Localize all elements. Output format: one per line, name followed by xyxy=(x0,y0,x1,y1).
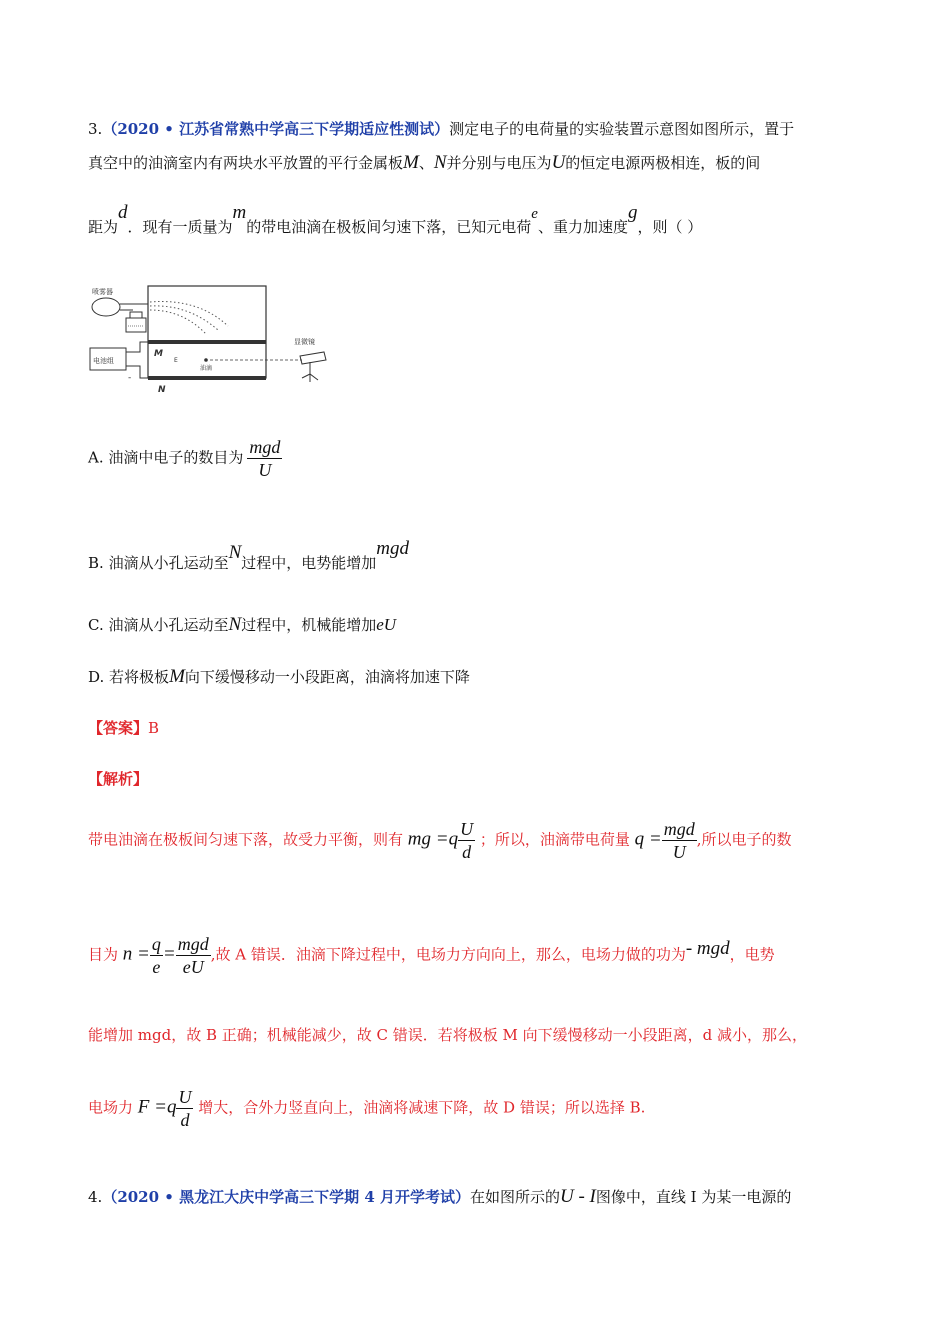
label-plate-M: M xyxy=(154,349,163,359)
analysis-l1-c: ,所以电子的数 xyxy=(696,830,792,849)
eq1-fraction xyxy=(458,818,475,863)
analysis-l1-b: ；所以，油滴带电荷量 xyxy=(479,830,630,849)
option-a-den: U xyxy=(258,460,272,480)
analysis-l2-val: - mgd xyxy=(685,937,730,959)
eq4-den: d xyxy=(180,1110,190,1130)
analysis-l1-a: 带电油滴在极板间匀速下落，故受力平衡，则有 xyxy=(88,830,404,849)
eq3-n2: mgd xyxy=(177,934,209,954)
q3-var-m: m xyxy=(232,202,247,223)
option-b-var-N: N xyxy=(228,542,242,563)
analysis-label: 【解析】 xyxy=(88,770,149,788)
eq4-fraction xyxy=(176,1086,193,1131)
option-d xyxy=(88,666,470,688)
answer-value: B xyxy=(148,719,160,737)
eq2-num: mgd xyxy=(663,819,695,839)
option-b-text2: 过程中，电势能增加 xyxy=(241,554,377,572)
option-c-var-N: N xyxy=(228,614,242,635)
label-plate-N: N xyxy=(158,385,166,395)
eq3-left: n = xyxy=(122,943,150,965)
q3-line-2 xyxy=(88,152,760,174)
q3-var-g: g xyxy=(627,202,638,223)
option-c-text2: 过程中，机械能增加 xyxy=(241,616,377,634)
option-d-text2: 向下缓慢移动一小段距离，油滴将加速下降 xyxy=(184,668,470,686)
q3-var-N: N xyxy=(433,152,447,173)
eq2-fraction xyxy=(662,818,697,863)
q3-source: （2020 • 江苏省常熟中学高三下学期适应性测试） xyxy=(102,120,450,138)
q4-line-1 xyxy=(88,1186,791,1208)
label-droplet: 油滴 xyxy=(200,365,213,372)
q3-var-M: M xyxy=(403,152,419,173)
analysis-l2-b: ,故 A 错误．油滴下降过程中，电场力方向向上，那么，电场力做的功为 xyxy=(210,945,686,964)
eq3-n1: q xyxy=(151,934,161,954)
q3-line3-e: ，则（ ） xyxy=(637,218,703,236)
q3-line-3 xyxy=(88,202,703,238)
label-battery: 电池组 xyxy=(93,357,114,365)
answer-label: 【答案】 xyxy=(88,719,149,737)
option-c-val: eU xyxy=(376,615,397,634)
analysis-l4-b: 增大，合外力竖直向上，油滴将减速下降，故 D 错误；所以选择 B. xyxy=(198,1098,646,1117)
analysis-l2-a: 目为 xyxy=(88,945,119,964)
eq3-d1: e xyxy=(152,957,161,977)
q3-line3-a: 距为 xyxy=(88,218,119,236)
eq3-frac1 xyxy=(150,933,163,978)
q3-line3-b: ．现有一质量为 xyxy=(127,218,233,236)
eq1-num: U xyxy=(460,819,474,839)
q3-line3-d: 、重力加速度 xyxy=(537,218,628,236)
analysis-line-2 xyxy=(88,933,775,978)
analysis-line-3 xyxy=(88,1024,807,1045)
eq2-left: q = xyxy=(634,828,662,850)
option-b xyxy=(88,538,410,574)
option-a-num: mgd xyxy=(249,437,281,457)
q4-var-UI: U - I xyxy=(560,1186,596,1207)
q3-number: 3. xyxy=(88,120,103,138)
q3-var-e: e xyxy=(531,206,538,222)
analysis-l3: 能增加 mgd，故 B 正确；机械能减少，故 C 错误．若将极板 M 向下缓慢移动一小段距离，d 减小，那么， xyxy=(88,1026,808,1044)
option-c-text1: 油滴从小孔运动至 xyxy=(108,616,229,634)
option-a-fraction xyxy=(247,436,282,481)
q4-number: 4. xyxy=(88,1188,103,1206)
option-b-val: mgd xyxy=(376,538,410,559)
option-c xyxy=(88,614,396,636)
oil-drop-apparatus-figure xyxy=(88,282,338,397)
q4-text1: 在如图所示的 xyxy=(469,1188,560,1206)
label-sprayer: 喷雾器 xyxy=(92,288,113,296)
q4-source: （2020 • 黑龙江大庆中学高三下学期 4 月开学考试） xyxy=(102,1188,470,1206)
svg-text:E: E xyxy=(174,357,178,364)
eq3-mid: = xyxy=(162,943,176,965)
eq1-den: d xyxy=(462,842,472,862)
analysis-l4-a: 电场力 xyxy=(88,1098,134,1117)
analysis-line-4 xyxy=(88,1086,645,1131)
q3-line-1 xyxy=(88,118,794,139)
analysis-l2-c: ，电势 xyxy=(729,945,775,964)
option-d-text1: 若将极板 xyxy=(109,668,170,686)
q3-line2-b: 并分别与电压为 xyxy=(446,154,552,172)
analysis-line-1 xyxy=(88,818,792,863)
eq4-num: U xyxy=(178,1087,192,1107)
q3-var-d: d xyxy=(118,202,128,223)
q3-line2-a: 真空中的油滴室内有两块水平放置的平行金属板 xyxy=(88,154,404,172)
eq3-d2: eU xyxy=(182,957,204,977)
q3-var-U: U xyxy=(551,152,566,173)
analysis-heading xyxy=(88,768,148,789)
option-d-label: D. xyxy=(88,668,105,686)
option-b-text1: 油滴从小孔运动至 xyxy=(108,554,229,572)
label-microscope: 显微镜 xyxy=(294,338,315,346)
eq1-left: mg =q xyxy=(407,828,459,850)
q3-line2-c: 的恒定电源两极相连，板的间 xyxy=(565,154,761,172)
eq3-frac2 xyxy=(176,933,211,978)
option-d-var-M: M xyxy=(169,666,185,687)
q4-text2: 图像中，直线 I 为某一电源的 xyxy=(595,1188,792,1206)
q3-line3-c: 的带电油滴在极板间匀速下落，已知元电荷 xyxy=(246,218,532,236)
option-a xyxy=(88,436,282,481)
option-a-text: 油滴中电子的数目为 xyxy=(108,448,244,467)
answer-line xyxy=(88,717,159,738)
eq4-left: F =q xyxy=(137,1096,177,1118)
eq2-den: U xyxy=(672,842,686,862)
option-b-label: B. xyxy=(88,554,104,572)
option-c-label: C. xyxy=(88,616,104,634)
label-minus: - xyxy=(128,373,132,383)
q3-sep: 、 xyxy=(418,154,434,172)
option-a-label: A. xyxy=(88,448,104,467)
q3-line1-text: 测定电子的电荷量的实验装置示意图如图所示，置于 xyxy=(449,120,795,138)
